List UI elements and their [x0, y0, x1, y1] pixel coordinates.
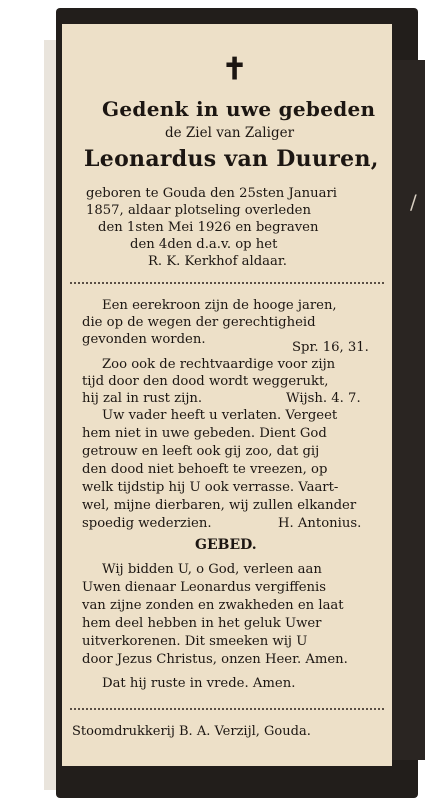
verse-line: Uw vader heeft u verlaten. Vergeet	[102, 408, 338, 423]
verse-line: tijd door den dood wordt weggerukt,	[82, 374, 329, 389]
intro-line: R. K. Kerkhof aldaar.	[148, 254, 287, 269]
verse-line: die op de wegen der gerechtigheid	[82, 315, 316, 330]
verse-line: wel, mijne dierbaren, wij zullen elkander	[82, 498, 357, 513]
edge-mark: /	[410, 190, 417, 214]
closing-line: Dat hij ruste in vrede. Amen.	[102, 676, 296, 691]
prayer-line: hem deel hebben in het geluk Uwer	[82, 616, 322, 631]
card-heading: Gedenk in uwe gebeden	[102, 97, 376, 121]
prayer-line: Wij bidden U, o God, verleen aan	[102, 562, 322, 577]
intro-line: geboren te Gouda den 25sten Januari	[86, 186, 337, 201]
prayer-title: GEBED.	[195, 537, 257, 553]
prayer-line: Uwen dienaar Leonardus vergiffenis	[82, 580, 326, 595]
intro-line: den 1sten Mei 1926 en begraven	[98, 220, 319, 235]
verse-line: spoedig wederzien.	[82, 516, 212, 531]
cross-icon: ✝	[222, 52, 248, 87]
verse-reference: Wijsh. 4. 7.	[286, 391, 361, 406]
divider	[70, 282, 384, 285]
verse-line: welk tijdstip hij U ook verrasse. Vaart-	[82, 480, 339, 495]
intro-line: 1857, aldaar plotseling overleden	[86, 203, 311, 218]
verse-line: getrouw en leeft ook gij zoo, dat gij	[82, 444, 320, 459]
verse-line: hij zal in rust zijn.	[82, 391, 203, 406]
verse-line: den dood niet behoeft te vreezen, op	[82, 462, 328, 477]
intro-line: den 4den d.a.v. op het	[130, 237, 278, 252]
verse-line: Zoo ook de rechtvaardige voor zijn	[102, 357, 336, 372]
verse-line: gevonden worden.	[82, 332, 206, 347]
card-subheading: de Ziel van Zaliger	[165, 125, 295, 141]
verse-reference: H. Antonius.	[278, 516, 362, 531]
verse-reference: Spr. 16, 31.	[292, 340, 369, 355]
verse-line: Een eerekroon zijn de hooge jaren,	[102, 298, 337, 313]
divider	[70, 708, 384, 711]
verse-line: hem niet in uwe gebeden. Dient God	[82, 426, 327, 441]
prayer-line: uitverkorenen. Dit smeeken wij U	[82, 634, 308, 649]
prayer-line: van zijne zonden en zwakheden en laat	[82, 598, 344, 613]
printer-credit: Stoomdrukkerij B. A. Verzijl, Gouda.	[72, 724, 311, 739]
adjacent-card-edge	[392, 60, 425, 760]
deceased-name: Leonardus van Duuren,	[84, 146, 379, 172]
prayer-line: door Jezus Christus, onzen Heer. Amen.	[82, 652, 348, 667]
